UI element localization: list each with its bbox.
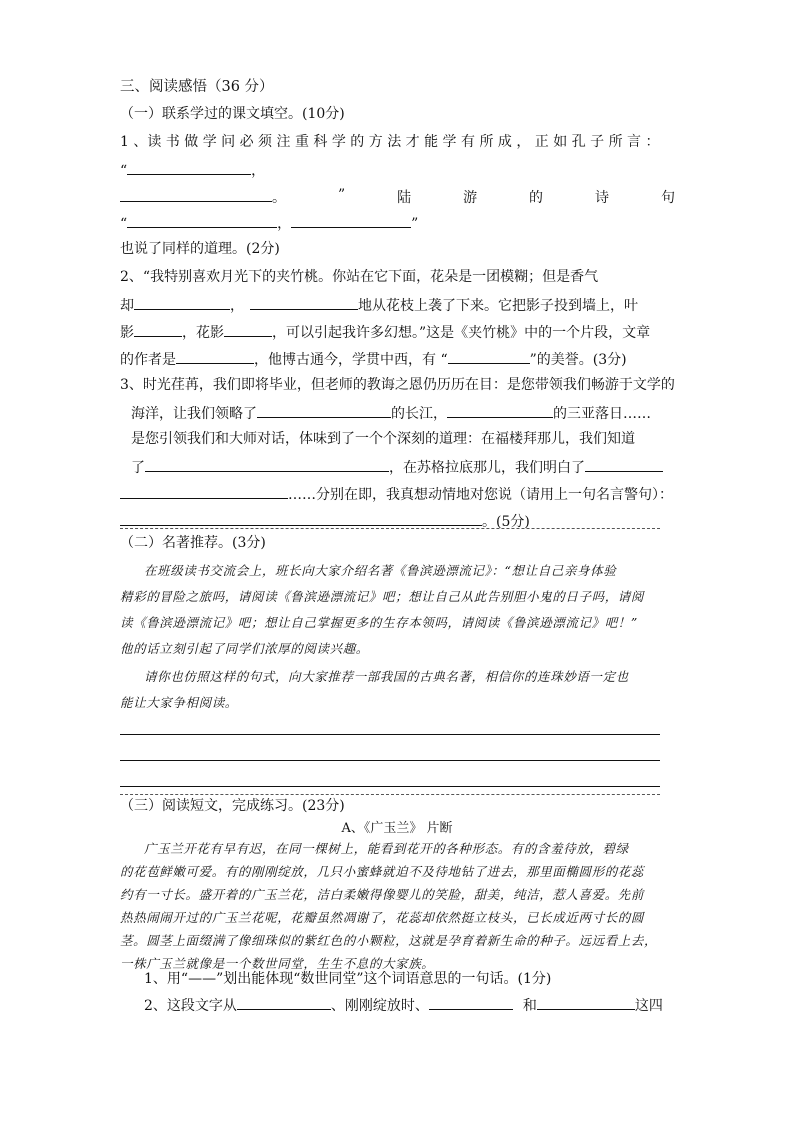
text: 。(5分) [482,514,530,530]
q3-line5 [120,484,673,504]
q2-blank-1[interactable] [134,295,230,310]
part3-blank-2[interactable] [429,995,513,1010]
q3-blank-1[interactable] [257,403,391,418]
char: 游 [463,190,478,206]
text: ，花影 [182,325,224,341]
q1-line1: 1 、读 书 做 学 问 必 须 注 重 科 学 的 方 法 才 能 学 有 所 成 ， 正 如 孔 子 所 言 ： [120,134,660,150]
q3-blank-4[interactable] [585,457,663,472]
text: 的作者是 [120,352,176,368]
text: ，可以引起我许多幻想。”这是《夹竹桃》中的一个片段，文章 [272,325,651,341]
close-quote: ” [411,216,419,232]
section-title: 三、阅读感悟（36 分） [120,79,274,95]
q1-blank-2[interactable] [120,187,272,202]
part2-para2-line1: 请你也仿照这样的句式，向大家推荐一部我国的古典名著，相信你的连珠妙语一定也 [144,669,629,684]
passage-line-1: 广玉兰开花有早有迟，在同一棵树上，能看到花开的各种形态。有的含羞待放，碧绿 [144,841,629,856]
open-quote: “ [120,163,128,179]
text: ， [230,298,244,314]
text: 海洋，让我们领略了 [131,406,257,422]
text: 这四 [634,998,663,1014]
part3-blank-1[interactable] [237,995,331,1010]
text: 却 [120,298,134,314]
char: 陆 [397,190,412,206]
text: 2、这段文字从 [144,998,237,1014]
char: 诗 [595,190,610,206]
part3-q1: 1、用“——”划出能体现“数世同堂”这个词语意思的一句话。(1分) [144,971,552,987]
text: 和 [522,998,537,1014]
q2-blank-2[interactable] [250,295,358,310]
q3-line3: 是您引领我们和大师对话，体味到了一个个深刻的道理：在福楼拜那儿，我们知道 [131,431,635,447]
q1-line3-first [120,187,286,207]
comma: ， [251,163,266,179]
passage-line-5: 茎。圆茎上面缀满了像细珠似的紫红色的小颗粒，这就是孕育着新生命的种子。远远看上去， [120,933,658,948]
q2-blank-4[interactable] [224,322,272,337]
section-divider [120,794,660,795]
q2-blank-3[interactable] [134,322,182,337]
char: 句 [660,190,675,206]
part3-blank-3[interactable] [537,995,635,1010]
passage-line-6: 一株广玉兰就像是一个数世同堂，生生不息的大家族。 [120,956,435,971]
q1-blank-4[interactable] [291,213,411,228]
q1-blank-1[interactable] [127,160,251,175]
period: 。 [272,190,286,206]
q3-line4 [131,457,663,477]
part2-para1-line1: 在班级读书交流会上，班长向大家介绍名著《鲁滨逊漂流记》：“想让自己亲身体验 [144,563,617,578]
q1-line5: 也说了同样的道理。(2分) [120,241,280,257]
q1-blank-3[interactable] [127,213,277,228]
q3-blank-5[interactable] [120,484,288,499]
text: 影 [120,325,134,341]
q1-line2 [120,160,265,180]
q2-blank-5[interactable] [176,349,254,364]
q2-line3 [120,322,650,342]
part2-para2-line2: 能让大家争相阅读。 [120,695,238,710]
text: 地从花枝上袭了下来。它把影子投到墙上，叶 [358,298,638,314]
q2-line1: 2、“我特别喜欢月光下的夹竹桃。你站在它下面，花朵是一团模糊；但是香气 [120,269,599,285]
part2-para1-line4: 他的话立刻引起了同学们浓厚的阅读兴趣。 [120,641,369,656]
text: ……分别在即，我真想动情地对您说（请用上一句名言警句）： [288,487,673,503]
q1-line3 [120,187,675,207]
comma: ， [277,216,292,232]
passage-title: A、《广玉兰》 片断 [341,821,453,836]
part2-para1-line3: 读《鲁滨逊漂流记》吧；想让自己掌握更多的生存本领吗，请阅读《鲁滨逊漂流记》吧！” [120,615,638,630]
text: ”的美誉。(3分) [529,352,627,368]
passage-line-4: 热热闹闹开过的广玉兰花呢，花瓣虽然凋谢了，花蕊却依然挺立枝头，已长成近两寸长的圆 [120,910,645,925]
q2-blank-6[interactable] [448,349,530,364]
passage-line-3: 约有一寸长。盛开着的广玉兰花，洁白柔嫩得像婴儿的笑脸，甜美，纯洁，惹人喜爱。先前 [120,887,645,902]
q3-blank-6[interactable] [120,511,482,526]
passage-line-2: 的花苞鲜嫩可爱。有的刚刚绽放，几只小蜜蜂就迫不及待地钻了进去，那里面椭圆形的花蕊 [120,864,645,879]
q1-line4 [120,213,418,233]
text: ，在苏格拉底那儿，我们明白了 [389,460,585,476]
q3-blank-3[interactable] [145,457,389,472]
part3-q2 [144,995,663,1015]
part1-heading: （一）联系学过的课文填空。(10分) [120,106,345,122]
section-divider [120,528,660,529]
part2-para1-line2: 精彩的冒险之旅吗，请阅读《鲁滨逊漂流记》吧；想让自己从此告别胆小鬼的日子吗，请阅 [120,589,645,604]
q3-line2 [131,403,651,423]
answer-line-3[interactable] [120,786,660,787]
text: ，他博古通今，学贯中西，有 “ [254,352,448,368]
close-quote: ” [337,187,346,203]
text: 的三亚落日…… [553,406,651,422]
q3-blank-2[interactable] [447,403,553,418]
q2-line2 [120,295,638,315]
answer-line-2[interactable] [120,760,660,761]
answer-line-1[interactable] [120,734,660,735]
q3-line1: 3、时光荏苒，我们即将毕业，但老师的教诲之恩仍历历在目：是您带领我们畅游于文学的 [120,377,675,393]
text: 、刚刚绽放时、 [330,998,429,1014]
open-quote: “ [120,216,128,232]
text: 的长江， [391,406,447,422]
part2-heading: （二）名著推荐。(3分) [120,535,266,551]
char: 的 [529,190,544,206]
text: 了 [131,460,145,476]
part3-heading: （三）阅读短文，完成练习。(23分) [120,798,345,814]
q2-line4 [120,349,627,369]
